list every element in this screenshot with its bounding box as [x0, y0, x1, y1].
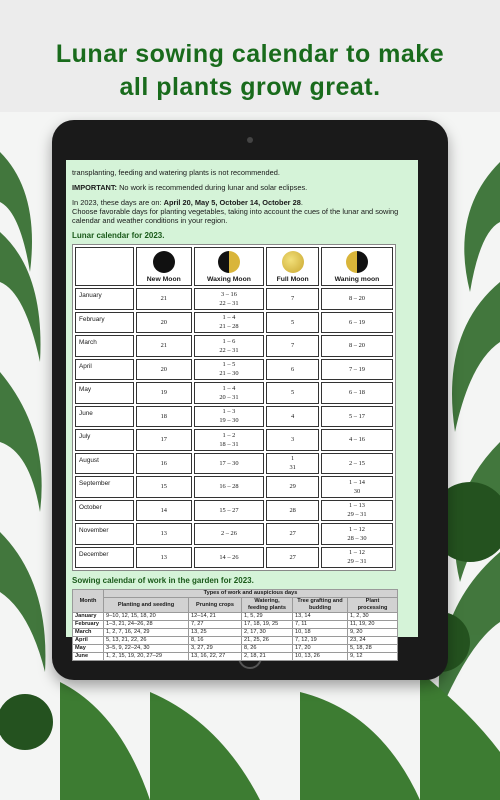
sowing-days-cell: 1, 2, 7, 16, 24, 29 — [104, 629, 189, 637]
sowing-days-cell: 11, 19, 20 — [348, 621, 398, 629]
lunar-calendar-table — [72, 244, 396, 571]
sowing-row — [73, 629, 398, 637]
calendar-screen[interactable] — [66, 160, 418, 659]
lunar-month-cell: June — [75, 406, 134, 428]
lunar-header-new-moon: New Moon — [136, 247, 192, 286]
lunar-waxing-cell: 1 – 5 21 – 30 — [194, 359, 265, 381]
lunar-new-cell: 20 — [136, 359, 192, 381]
lunar-full-cell: 5 — [266, 382, 319, 404]
eclipse-dates: April 20, May 5, October 14, October 28 — [163, 198, 301, 207]
lunar-waxing-cell: 2 – 26 — [194, 523, 265, 545]
sowing-row — [73, 613, 398, 621]
lunar-new-cell: 19 — [136, 382, 192, 404]
lunar-month-cell: February — [75, 312, 134, 334]
lunar-month-cell: September — [75, 476, 134, 498]
intro-text: transplanting, feeding and watering plants is not recommended. — [72, 168, 280, 177]
lunar-waning-cell: 2 – 15 — [321, 453, 393, 475]
lunar-waxing-cell: 1 – 2 18 – 31 — [194, 429, 265, 451]
lunar-waning-cell: 1 – 12 28 – 30 — [321, 523, 393, 545]
lunar-header-waxing-moon: Waxing Moon — [194, 247, 265, 286]
lunar-waning-cell: 7 – 19 — [321, 359, 393, 381]
lunar-month-cell: April — [75, 359, 134, 381]
lunar-full-cell: 3 — [266, 429, 319, 451]
lunar-row — [75, 429, 393, 451]
lunar-month-cell: August — [75, 453, 134, 475]
sowing-row — [73, 621, 398, 629]
lunar-full-cell: 27 — [266, 547, 319, 569]
sowing-days-cell: 2, 18, 21 — [242, 653, 293, 661]
lunar-waning-cell: 8 – 20 — [321, 288, 393, 310]
lunar-full-cell: 1 31 — [266, 453, 319, 475]
sowing-days-cell: 10, 18 — [293, 629, 348, 637]
sowing-days-cell: 9, 12 — [348, 653, 398, 661]
sowing-calendar-table — [72, 589, 398, 661]
sowing-days-cell: 2, 17, 30 — [242, 629, 293, 637]
lunar-new-cell: 13 — [136, 547, 192, 569]
promo-header — [0, 0, 500, 112]
lunar-new-cell: 18 — [136, 406, 192, 428]
sowing-month-cell: March — [73, 629, 104, 637]
lunar-month-cell: May — [75, 382, 134, 404]
sowing-month-cell: May — [73, 645, 104, 653]
lunar-month-cell: December — [75, 547, 134, 569]
lunar-full-cell: 5 — [266, 312, 319, 334]
sowing-month-cell: April — [73, 637, 104, 645]
lunar-waning-cell: 1 – 14 30 — [321, 476, 393, 498]
lunar-waning-cell: 8 – 20 — [321, 335, 393, 357]
promo-title-line1: Lunar sowing calendar to make — [55, 40, 445, 68]
lunar-full-cell: 27 — [266, 523, 319, 545]
lunar-month-cell: March — [75, 335, 134, 357]
lunar-new-cell: 17 — [136, 429, 192, 451]
lunar-waxing-cell: 1 – 4 20 – 31 — [194, 382, 265, 404]
sowing-days-cell: 1, 2, 30 — [348, 613, 398, 621]
sowing-col-grafting: Tree grafting and budding — [293, 598, 348, 613]
sowing-days-cell: 17, 20 — [293, 645, 348, 653]
sowing-row — [73, 653, 398, 661]
lunar-header-waning-moon: Waning moon — [321, 247, 393, 286]
important-text: No work is recommended during lunar and solar eclipses. — [117, 183, 308, 192]
waning-moon-icon — [346, 251, 368, 273]
sowing-month-cell: January — [73, 613, 104, 621]
lunar-waxing-cell: 15 – 27 — [194, 500, 265, 522]
sowing-days-cell: 7, 12, 19 — [293, 637, 348, 645]
waxing-moon-icon — [218, 251, 240, 273]
sowing-month-cell: June — [73, 653, 104, 661]
lunar-row — [75, 335, 393, 357]
sowing-col-watering: Watering, feeding plants — [242, 598, 293, 613]
lunar-row — [75, 453, 393, 475]
lunar-full-cell: 28 — [266, 500, 319, 522]
sowing-days-cell: 23, 24 — [348, 637, 398, 645]
sowing-days-cell: 8, 16 — [189, 637, 242, 645]
important-label: IMPORTANT: — [72, 183, 118, 192]
lunar-header-full-moon: Full Moon — [266, 247, 319, 286]
sowing-days-cell: 7, 11 — [293, 621, 348, 629]
lunar-waning-cell: 1 – 13 29 – 31 — [321, 500, 393, 522]
lunar-full-cell: 29 — [266, 476, 319, 498]
sowing-days-cell: 17, 18, 19, 25 — [242, 621, 293, 629]
lunar-waxing-cell: 1 – 3 19 – 30 — [194, 406, 265, 428]
important-note — [72, 183, 410, 192]
full-moon-icon — [282, 251, 304, 273]
lunar-new-cell: 21 — [136, 335, 192, 357]
lunar-waning-cell: 5 – 17 — [321, 406, 393, 428]
sowing-row — [73, 637, 398, 645]
planting-advice: Choose favorable days for planting vegetables, taking into account the cues of the lunar and sowing calendar and weather conditions in your region. — [72, 207, 399, 225]
lunar-row — [75, 406, 393, 428]
lunar-waxing-cell: 16 – 28 — [194, 476, 265, 498]
lunar-waxing-cell: 1 – 4 21 – 28 — [194, 312, 265, 334]
sowing-row — [73, 645, 398, 653]
lunar-row — [75, 500, 393, 522]
lunar-waxing-cell: 3 – 16 22 – 31 — [194, 288, 265, 310]
lunar-full-cell: 4 — [266, 406, 319, 428]
sowing-days-cell: 3–5, 9, 22–24, 30 — [104, 645, 189, 653]
sowing-days-cell: 13, 25 — [189, 629, 242, 637]
sowing-month-header: Month — [73, 590, 104, 613]
sowing-col-processing: Plant processing — [348, 598, 398, 613]
sowing-days-cell: 21, 25, 26 — [242, 637, 293, 645]
sowing-days-cell: 1, 2, 15, 19, 20, 27–29 — [104, 653, 189, 661]
sowing-calendar-title: Sowing calendar of work in the garden for 2023. — [72, 576, 254, 585]
sowing-days-cell: 3, 27, 29 — [189, 645, 242, 653]
lunar-waxing-cell: 17 – 30 — [194, 453, 265, 475]
sowing-days-cell: 10, 13, 26 — [293, 653, 348, 661]
calendar-document — [66, 168, 418, 661]
sowing-days-cell: 13, 16, 22, 27 — [189, 653, 242, 661]
lunar-waning-cell: 1 – 12 29 – 31 — [321, 547, 393, 569]
sowing-days-cell: 12–14, 21 — [189, 613, 242, 621]
sowing-days-cell: 5, 18, 28 — [348, 645, 398, 653]
lunar-waning-cell: 6 – 19 — [321, 312, 393, 334]
lunar-row — [75, 359, 393, 381]
lunar-new-cell: 14 — [136, 500, 192, 522]
sowing-days-cell: 1–3, 21, 24–26, 28 — [104, 621, 189, 629]
lunar-calendar-title: Lunar calendar for 2023. — [72, 231, 165, 240]
sowing-month-cell: February — [73, 621, 104, 629]
lunar-new-cell: 13 — [136, 523, 192, 545]
sowing-days-cell: 9–10, 12, 15, 18, 20 — [104, 613, 189, 621]
lunar-month-cell: October — [75, 500, 134, 522]
lunar-new-cell: 15 — [136, 476, 192, 498]
sowing-days-cell: 9, 20 — [348, 629, 398, 637]
promo-title-line2: all plants grow great. — [119, 73, 381, 101]
lunar-full-cell: 7 — [266, 288, 319, 310]
lunar-full-cell: 6 — [266, 359, 319, 381]
lunar-row — [75, 523, 393, 545]
lunar-month-cell: November — [75, 523, 134, 545]
new-moon-icon — [153, 251, 175, 273]
lunar-waxing-cell: 1 – 6 22 – 31 — [194, 335, 265, 357]
year-text: In 2023, these days are on: — [72, 198, 164, 207]
lunar-new-cell: 16 — [136, 453, 192, 475]
promo-title — [0, 38, 500, 104]
lunar-waning-cell: 4 – 16 — [321, 429, 393, 451]
sowing-group-header: Types of work and auspicious days — [104, 590, 398, 598]
lunar-row — [75, 288, 393, 310]
lunar-month-cell: January — [75, 288, 134, 310]
lunar-month-cell: July — [75, 429, 134, 451]
lunar-row — [75, 382, 393, 404]
sowing-days-cell: 8, 26 — [242, 645, 293, 653]
sowing-days-cell: 13, 14 — [293, 613, 348, 621]
lunar-waning-cell: 6 – 18 — [321, 382, 393, 404]
lunar-row — [75, 312, 393, 334]
sowing-col-planting: Planting and seeding — [104, 598, 189, 613]
lunar-new-cell: 20 — [136, 312, 192, 334]
sowing-days-cell: 5, 13, 21, 22, 26 — [104, 637, 189, 645]
sowing-days-cell: 7, 27 — [189, 621, 242, 629]
lunar-row — [75, 547, 393, 569]
lunar-header-empty — [75, 247, 134, 286]
lunar-full-cell: 7 — [266, 335, 319, 357]
lunar-new-cell: 21 — [136, 288, 192, 310]
tablet-camera — [247, 137, 253, 143]
year-note: In 2023, these days are on: April 20, May 5, October 14, October 28. — [72, 198, 303, 207]
lunar-waxing-cell: 14 – 26 — [194, 547, 265, 569]
lunar-row — [75, 476, 393, 498]
sowing-col-pruning: Pruning crops — [189, 598, 242, 613]
sowing-days-cell: 1, 5, 29 — [242, 613, 293, 621]
